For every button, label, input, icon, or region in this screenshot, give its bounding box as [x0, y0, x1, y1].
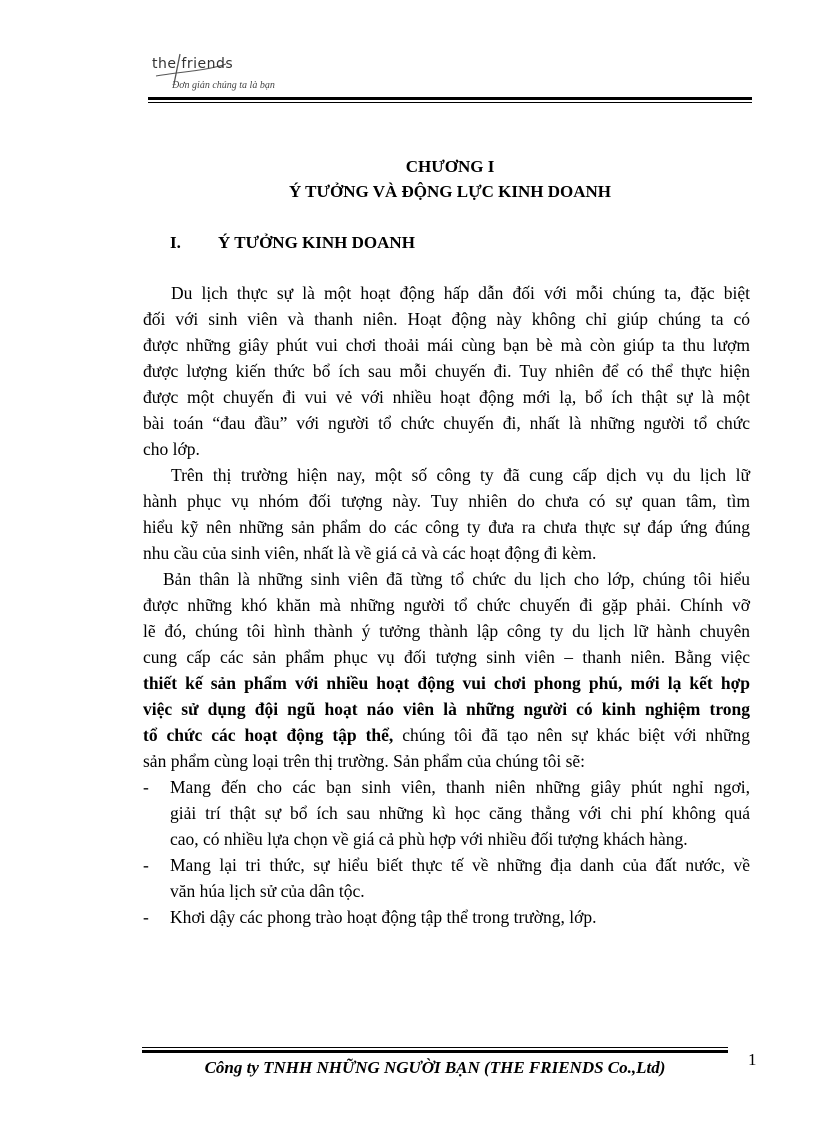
text-line: cho lớp.	[143, 439, 200, 459]
text-line: Du lịch thực sự là một hoạt động hấp dẫn đối với mỗi chúng ta, đặc biệt	[171, 283, 750, 303]
logo-wordmark: the friends	[152, 56, 234, 72]
text-line: Bản thân là những sinh viên đã từng tổ chức du lịch cho lớp, chúng tôi hiểu	[163, 569, 750, 589]
text-line: cung cấp các sản phẩm phục vụ đối tượng sinh viên – thanh niên. Bằng việc	[143, 647, 750, 667]
text-line: Trên thị trường hiện nay, một số công ty đã cung cấp dịch vụ du lịch lữ	[171, 465, 750, 485]
text-line: được lượng kiến thức bổ ích sau mỗi chuyến đi. Tuy nhiên để có thể thực hiện	[143, 361, 750, 381]
text-line: được những giây phút vui chơi thoải mái cùng bạn bè mà còn giúp ta thu lượm	[143, 335, 750, 355]
list-item	[143, 852, 750, 904]
text-line: được một chuyến đi vui vẻ với nhiều hoạt động mới lạ, bổ ích thật sự là một	[143, 387, 750, 407]
text-line: đối với sinh viên và thanh niên. Hoạt động này không chỉ giúp chúng ta có	[143, 309, 750, 329]
text-line: bài toán “đau đầu” với người tổ chức chuyến đi, nhất là những người tổ chức	[143, 413, 750, 433]
header-rule	[148, 97, 752, 103]
bold-text-line: việc sử dụng đội ngũ hoạt náo viên là những người có kinh nghiệm trong	[143, 699, 750, 719]
list-dash: -	[143, 777, 149, 797]
footer-rule	[142, 1047, 728, 1053]
text-line: cao, có nhiều lựa chọn về giá cả phù hợp với nhiều đối tượng khách hàng.	[170, 829, 688, 849]
list-dash: -	[143, 855, 149, 875]
text-line: Mang đến cho các bạn sinh viên, thanh niên những giây phút nghỉ ngơi,	[170, 777, 750, 797]
company-logo	[150, 50, 330, 98]
paragraph-2	[143, 462, 750, 566]
text-line: được những khó khăn mà những người tổ chức chuyến đi gặp phải. Chính vỡ	[143, 595, 750, 615]
text-line: giải trí thật sự bổ ích sau những kì học căng thẳng với chi phí không quá	[170, 803, 750, 823]
text-line: sản phẩm cùng loại trên thị trường. Sản phẩm của chúng tôi sẽ:	[143, 751, 586, 771]
bold-text-line: thiết kế sản phẩm với nhiều hoạt động vui chơi phong phú, mới lạ kết hợp	[143, 673, 750, 693]
paragraph-3	[143, 566, 750, 774]
text-line: văn húa lịch sử của dân tộc.	[170, 881, 365, 901]
text-line: hành phục vụ nhóm đối tượng này. Tuy nhiên do chưa có sự quan tâm, tìm	[143, 491, 750, 511]
section-heading	[170, 233, 415, 253]
text-line: lẽ đó, chúng tôi hình thành ý tưởng thành lập công ty du lịch lữ hành chuyên	[143, 621, 750, 641]
section-title: Ý TƯỞNG KINH DOANH	[218, 233, 415, 252]
mixed-text-line	[143, 722, 750, 748]
list-item	[143, 774, 750, 852]
chapter-subtitle: Ý TƯỞNG VÀ ĐỘNG LỰC KINH DOANH	[288, 182, 612, 201]
text-line: nhu cầu của sinh viên, nhất là về giá cả và các hoạt động đi kèm.	[143, 543, 597, 563]
logo-tagline: Đơn giản chúng ta là bạn	[172, 80, 275, 91]
paragraph-1	[143, 280, 750, 462]
text-line: Mang lại tri thức, sự hiểu biết thực tế về những địa danh của đất nước, về	[170, 855, 750, 875]
text-line: hiểu kỹ nên những sản phẩm do các công ty đưa ra chưa thực sự đáp ứng đúng	[143, 517, 750, 537]
footer-company: Công ty TNHH NHỮNG NGƯỜI BẠN (THE FRIENDS Co.,Ltd)	[204, 1058, 666, 1077]
page-number: 1	[748, 1050, 757, 1069]
body-text	[143, 280, 750, 930]
benefit-list	[143, 774, 750, 930]
chapter-title: CHƯƠNG I	[405, 157, 495, 176]
text-run: chúng tôi đã tạo nên sự khác biệt với những	[393, 725, 750, 745]
bold-text: tổ chức các hoạt động tập thể,	[143, 725, 394, 745]
section-number: I.	[170, 233, 181, 252]
list-dash: -	[143, 907, 149, 927]
text-line: Khơi dậy các phong trào hoạt động tập thể trong trường, lớp.	[170, 907, 597, 927]
list-item	[143, 904, 750, 930]
